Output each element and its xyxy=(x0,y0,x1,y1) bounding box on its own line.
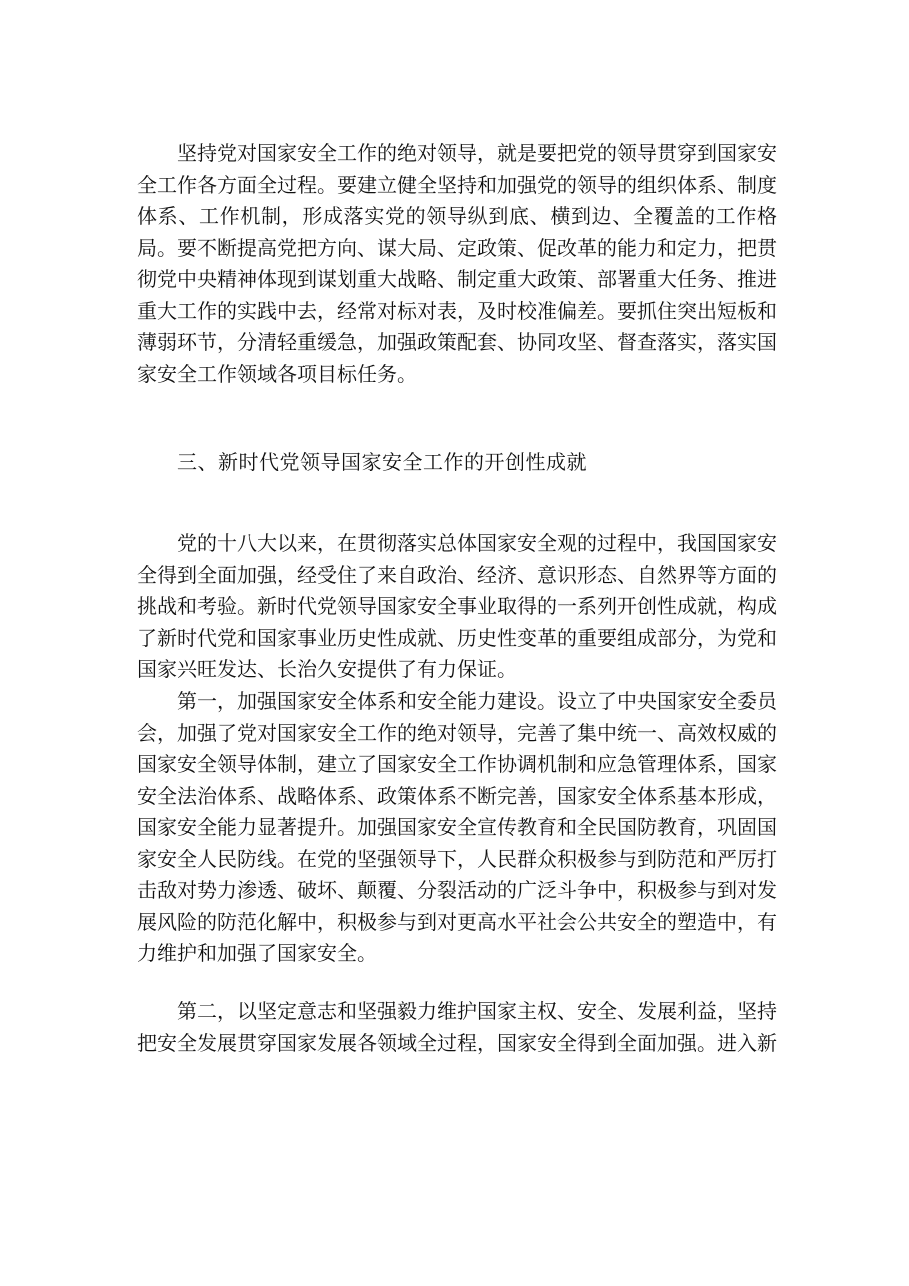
paragraph-party-leadership: 坚持党对国家安全工作的绝对领导，就是要把党的领导贯穿到国家安全工作各方面全过程。要建立健全坚持和加强党的领导的组织体系、制度体系、工作机制，形成落实党的领导纵到底、横到边、全覆盖的工作格局。要不断提高党把方向、谋大局、定政策、促改革的能力和定力，把贯彻党中央精神体现到谋划重大战略、制定重大政策、部署重大任务、推进重大工作的实践中去，经常对标对表，及时校准偏差。要抓住突出短板和薄弱环节，分清轻重缓急，加强政策配套、协同攻坚、督查落实，落实国家安全工作领域各项目标任务。 xyxy=(137,141,777,386)
paragraph-achievements-intro: 党的十八大以来，在贯彻落实总体国家安全观的过程中，我国国家安全得到全面加强，经受住了来自政治、经济、意识形态、自然界等方面的 挑战和考验。新时代党领导国家安全事业取得的一系列开创性成就，构成 了新时代党和国家事业历史性成就、历史性变革的重要组成部分，为党和 国家兴旺发达、长治久安提供了有力保证。 xyxy=(137,531,784,681)
paragraph-second-point: 第二，以坚定意志和坚强毅力维护国家主权、安全、发展利益，坚持把安全发展贯穿国家发展各领域全过程，国家安全得到全面加强。进入新 xyxy=(137,999,777,1055)
paragraph-first-point: 第一，加强国家安全体系和安全能力建设。设立了中央国家安全委员会，加强了党对国家安全工作的绝对领导，完善了集中统一、高效权威的国家安全领导体制，建立了国家安全工作协调机制和应急管理体系，国家安全法治体系、战略体系、政策体系不断完善，国家安全体系基本形成，国家安全能力显著提升。加强国家安全宣传教育和全民国防教育，巩固国家安全人民防线。在党的坚强领导下，人民群众积极参与到防范和严厉打击敌对势力渗透、破坏、颠覆、分裂活动的广泛斗争中，积极参与到对发 展风险的防范化解中，积极参与到对更高水平社会公共安全的塑造中，有 力维护和加强了国家安全。 xyxy=(137,689,784,965)
section-heading-three: 三、新时代党领导国家安全工作的开创性成就 xyxy=(177,450,587,474)
